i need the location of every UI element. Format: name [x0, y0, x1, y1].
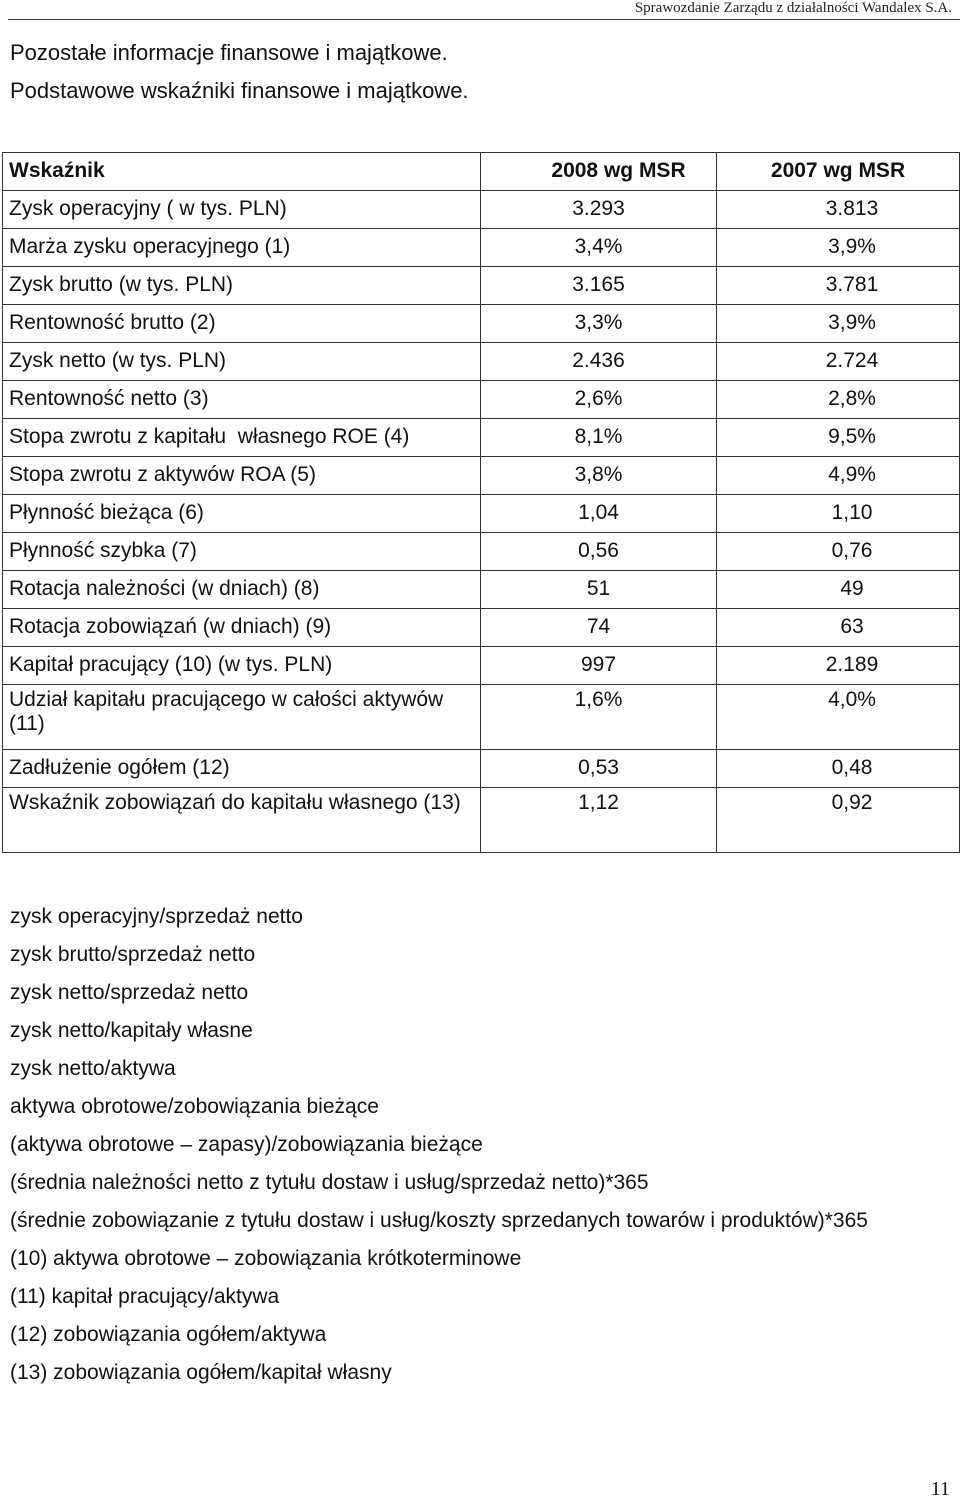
page-number: 11	[930, 1478, 950, 1500]
value-2007: 49	[717, 571, 960, 609]
value-2008: 1,6%	[481, 685, 717, 750]
value-2007: 2.189	[717, 647, 960, 685]
row-label: Rentowność netto (3)	[3, 381, 481, 419]
value-2008: 0,56	[481, 533, 717, 571]
value-2008: 3,3%	[481, 305, 717, 343]
value-2008: 3.293	[481, 191, 717, 229]
value-2008: 1,12	[481, 788, 717, 853]
value-2007: 2,8%	[717, 381, 960, 419]
header-cell-2008: 2008 wg MSR	[481, 153, 717, 191]
value-2008: 2,6%	[481, 381, 717, 419]
table-row	[3, 229, 960, 267]
definition-item: aktywa obrotowe/zobowiązania bieżące	[10, 1095, 379, 1118]
definitions-list	[10, 904, 930, 1398]
table-row	[3, 305, 960, 343]
row-label: Zadłużenie ogółem (12)	[3, 750, 481, 788]
definition-item: (12) zobowiązania ogółem/aktywa	[10, 1323, 327, 1346]
definition-item: (13) zobowiązania ogółem/kapitał własny	[10, 1361, 392, 1384]
table-row	[3, 457, 960, 495]
row-label: Zysk brutto (w tys. PLN)	[3, 267, 481, 305]
definition-item: zysk operacyjny/sprzedaż netto	[10, 905, 303, 928]
value-2008: 0,53	[481, 750, 717, 788]
definition-item: zysk brutto/sprzedaż netto	[10, 943, 256, 966]
value-2007: 4,0%	[717, 685, 960, 750]
table-row	[3, 495, 960, 533]
table-row	[3, 647, 960, 685]
row-label: Wskaźnik zobowiązań do kapitału własnego (13)	[3, 788, 481, 853]
table-row	[3, 609, 960, 647]
definition-item: zysk netto/kapitały własne	[10, 1019, 253, 1042]
value-2008: 51	[481, 571, 717, 609]
value-2008: 74	[481, 609, 717, 647]
table-row	[3, 381, 960, 419]
table-row	[3, 267, 960, 305]
value-2008: 3,8%	[481, 457, 717, 495]
running-header: Sprawozdanie Zarządu z działalności Wandalex S.A.	[634, 0, 952, 16]
table-row	[3, 419, 960, 457]
row-label: Płynność bieżąca (6)	[3, 495, 481, 533]
value-2008: 997	[481, 647, 717, 685]
row-label: Rentowność brutto (2)	[3, 305, 481, 343]
row-label: Płynność szybka (7)	[3, 533, 481, 571]
table-header-row	[3, 153, 960, 191]
value-2007: 2.724	[717, 343, 960, 381]
row-label: Stopa zwrotu z kapitału własnego ROE (4)	[3, 419, 481, 457]
value-2007: 63	[717, 609, 960, 647]
value-2007: 3.781	[717, 267, 960, 305]
definition-item: zysk netto/aktywa	[10, 1057, 176, 1080]
section-subtitle: Podstawowe wskaźniki finansowe i majątkowe.	[10, 78, 469, 103]
value-2007: 3,9%	[717, 305, 960, 343]
indicators-table	[2, 152, 960, 853]
definition-item: (10) aktywa obrotowe – zobowiązania krótkoterminowe	[10, 1247, 522, 1270]
value-2008: 2.436	[481, 343, 717, 381]
row-label: Zysk netto (w tys. PLN)	[3, 343, 481, 381]
header-cell-2007: 2007 wg MSR	[717, 153, 960, 191]
value-2008: 1,04	[481, 495, 717, 533]
header-rule	[8, 19, 960, 20]
row-label: Kapitał pracujący (10) (w tys. PLN)	[3, 647, 481, 685]
row-label: Rotacja należności (w dniach) (8)	[3, 571, 481, 609]
definition-item: (średnia należności netto z tytułu dostaw i usług/sprzedaż netto)*365	[10, 1171, 649, 1194]
definition-item: (11) kapitał pracujący/aktywa	[10, 1285, 280, 1308]
section-title: Pozostałe informacje finansowe i majątkowe.	[10, 40, 448, 65]
table-row	[3, 788, 960, 853]
definition-item: (średnie zobowiązanie z tytułu dostaw i usług/koszty sprzedanych towarów i produktów)*365	[10, 1209, 868, 1232]
definition-item: zysk netto/sprzedaż netto	[10, 981, 249, 1004]
row-label: Udział kapitału pracującego w całości aktywów (11)	[3, 685, 481, 750]
row-label: Marża zysku operacyjnego (1)	[3, 229, 481, 267]
value-2007: 0,92	[717, 788, 960, 853]
value-2007: 0,48	[717, 750, 960, 788]
value-2007: 3.813	[717, 191, 960, 229]
value-2008: 8,1%	[481, 419, 717, 457]
value-2007: 3,9%	[717, 229, 960, 267]
table-row	[3, 533, 960, 571]
table-row	[3, 750, 960, 788]
value-2007: 0,76	[717, 533, 960, 571]
value-2008: 3.165	[481, 267, 717, 305]
value-2007: 9,5%	[717, 419, 960, 457]
row-label: Zysk operacyjny ( w tys. PLN)	[3, 191, 481, 229]
header-cell-indicator: Wskaźnik	[3, 153, 481, 191]
table-row	[3, 685, 960, 750]
value-2008: 3,4%	[481, 229, 717, 267]
table-row	[3, 571, 960, 609]
table-row	[3, 343, 960, 381]
definition-item: (aktywa obrotowe – zapasy)/zobowiązania bieżące	[10, 1133, 483, 1156]
row-label: Stopa zwrotu z aktywów ROA (5)	[3, 457, 481, 495]
value-2007: 4,9%	[717, 457, 960, 495]
row-label: Rotacja zobowiązań (w dniach) (9)	[3, 609, 481, 647]
table-row	[3, 191, 960, 229]
value-2007: 1,10	[717, 495, 960, 533]
